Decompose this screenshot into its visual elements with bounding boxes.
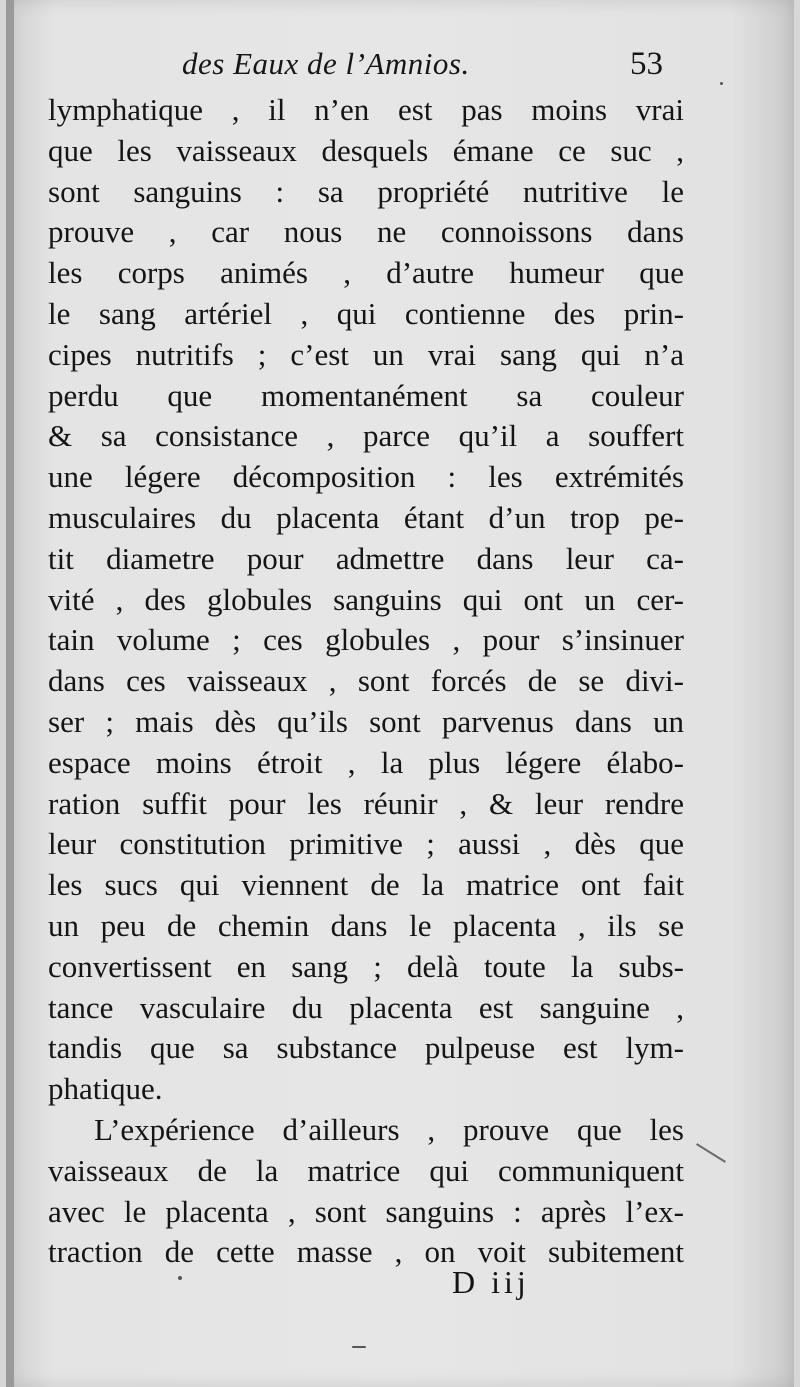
text-line: le sang artériel , qui contienne des prin- (48, 295, 684, 331)
text-line: cipes nutritifs ; c’est un vrai sang qui n’a (48, 336, 684, 372)
body-text (48, 90, 684, 1273)
text-line: perdu que momentanément sa couleur (48, 377, 684, 413)
page-binding-edge (6, 0, 14, 1387)
text-line: tandis que sa substance pulpeuse est lym- (48, 1030, 684, 1066)
ink-speck (352, 1346, 366, 1348)
text-line: que les vaisseaux desquels émane ce suc , (48, 132, 684, 168)
paragraph-2 (48, 1110, 684, 1273)
text-line: les sucs qui viennent de la matrice ont fait (48, 867, 684, 903)
text-line: espace moins étroit , la plus légere élabo- (48, 744, 684, 780)
text-line: phatique. (48, 1071, 163, 1107)
text-line: L’expérience d’ailleurs , prouve que les (94, 1111, 684, 1147)
ink-speck (720, 82, 723, 85)
text-line: & sa consistance , parce qu’il a souffert (48, 418, 684, 454)
text-line: vité , des globules sanguins qui ont un cer- (48, 581, 684, 617)
text-line: prouve , car nous ne connoissons dans (48, 214, 684, 250)
text-line: tain volume ; ces globules , pour s’insinuer (48, 622, 684, 658)
text-line: avec le placenta , sont sanguins : après l’ex- (48, 1193, 684, 1229)
text-line: ser ; mais dès qu’ils sont parvenus dans un (48, 703, 684, 739)
page-header (0, 40, 800, 90)
text-line: convertissent en sang ; delà toute la subs- (48, 948, 684, 984)
text-line: ration suffit pour les réunir , & leur rendre (48, 785, 684, 821)
page-number: 53 (630, 46, 663, 82)
signature-mark: D iij (452, 1264, 530, 1300)
text-line: les corps animés , d’autre humeur que (48, 255, 684, 291)
text-line: un peu de chemin dans le placenta , ils se (48, 907, 684, 943)
text-line: leur constitution primitive ; aussi , dès que (48, 826, 684, 862)
text-line: lymphatique , il n’en est pas moins vrai (48, 92, 684, 127)
text-line: tit diametre pour admettre dans leur ca- (48, 540, 684, 576)
running-title: des Eaux de l’Amnios. (182, 46, 470, 81)
text-line: vaisseaux de la matrice qui communiquent (48, 1152, 684, 1188)
text-line: musculaires du placenta étant d’un trop pe- (48, 499, 684, 535)
text-line: dans ces vaisseaux , sont forcés de se divi- (48, 663, 684, 699)
paragraph-1 (48, 90, 684, 1110)
text-line: une légere décomposition : les extrémités (48, 459, 684, 495)
text-line: traction de cette masse , on voit subitement (48, 1234, 684, 1270)
text-line: sont sanguins : sa propriété nutritive le (48, 173, 684, 209)
text-line: tance vasculaire du placenta est sanguine , (48, 989, 684, 1025)
ink-speck (178, 1276, 182, 1280)
